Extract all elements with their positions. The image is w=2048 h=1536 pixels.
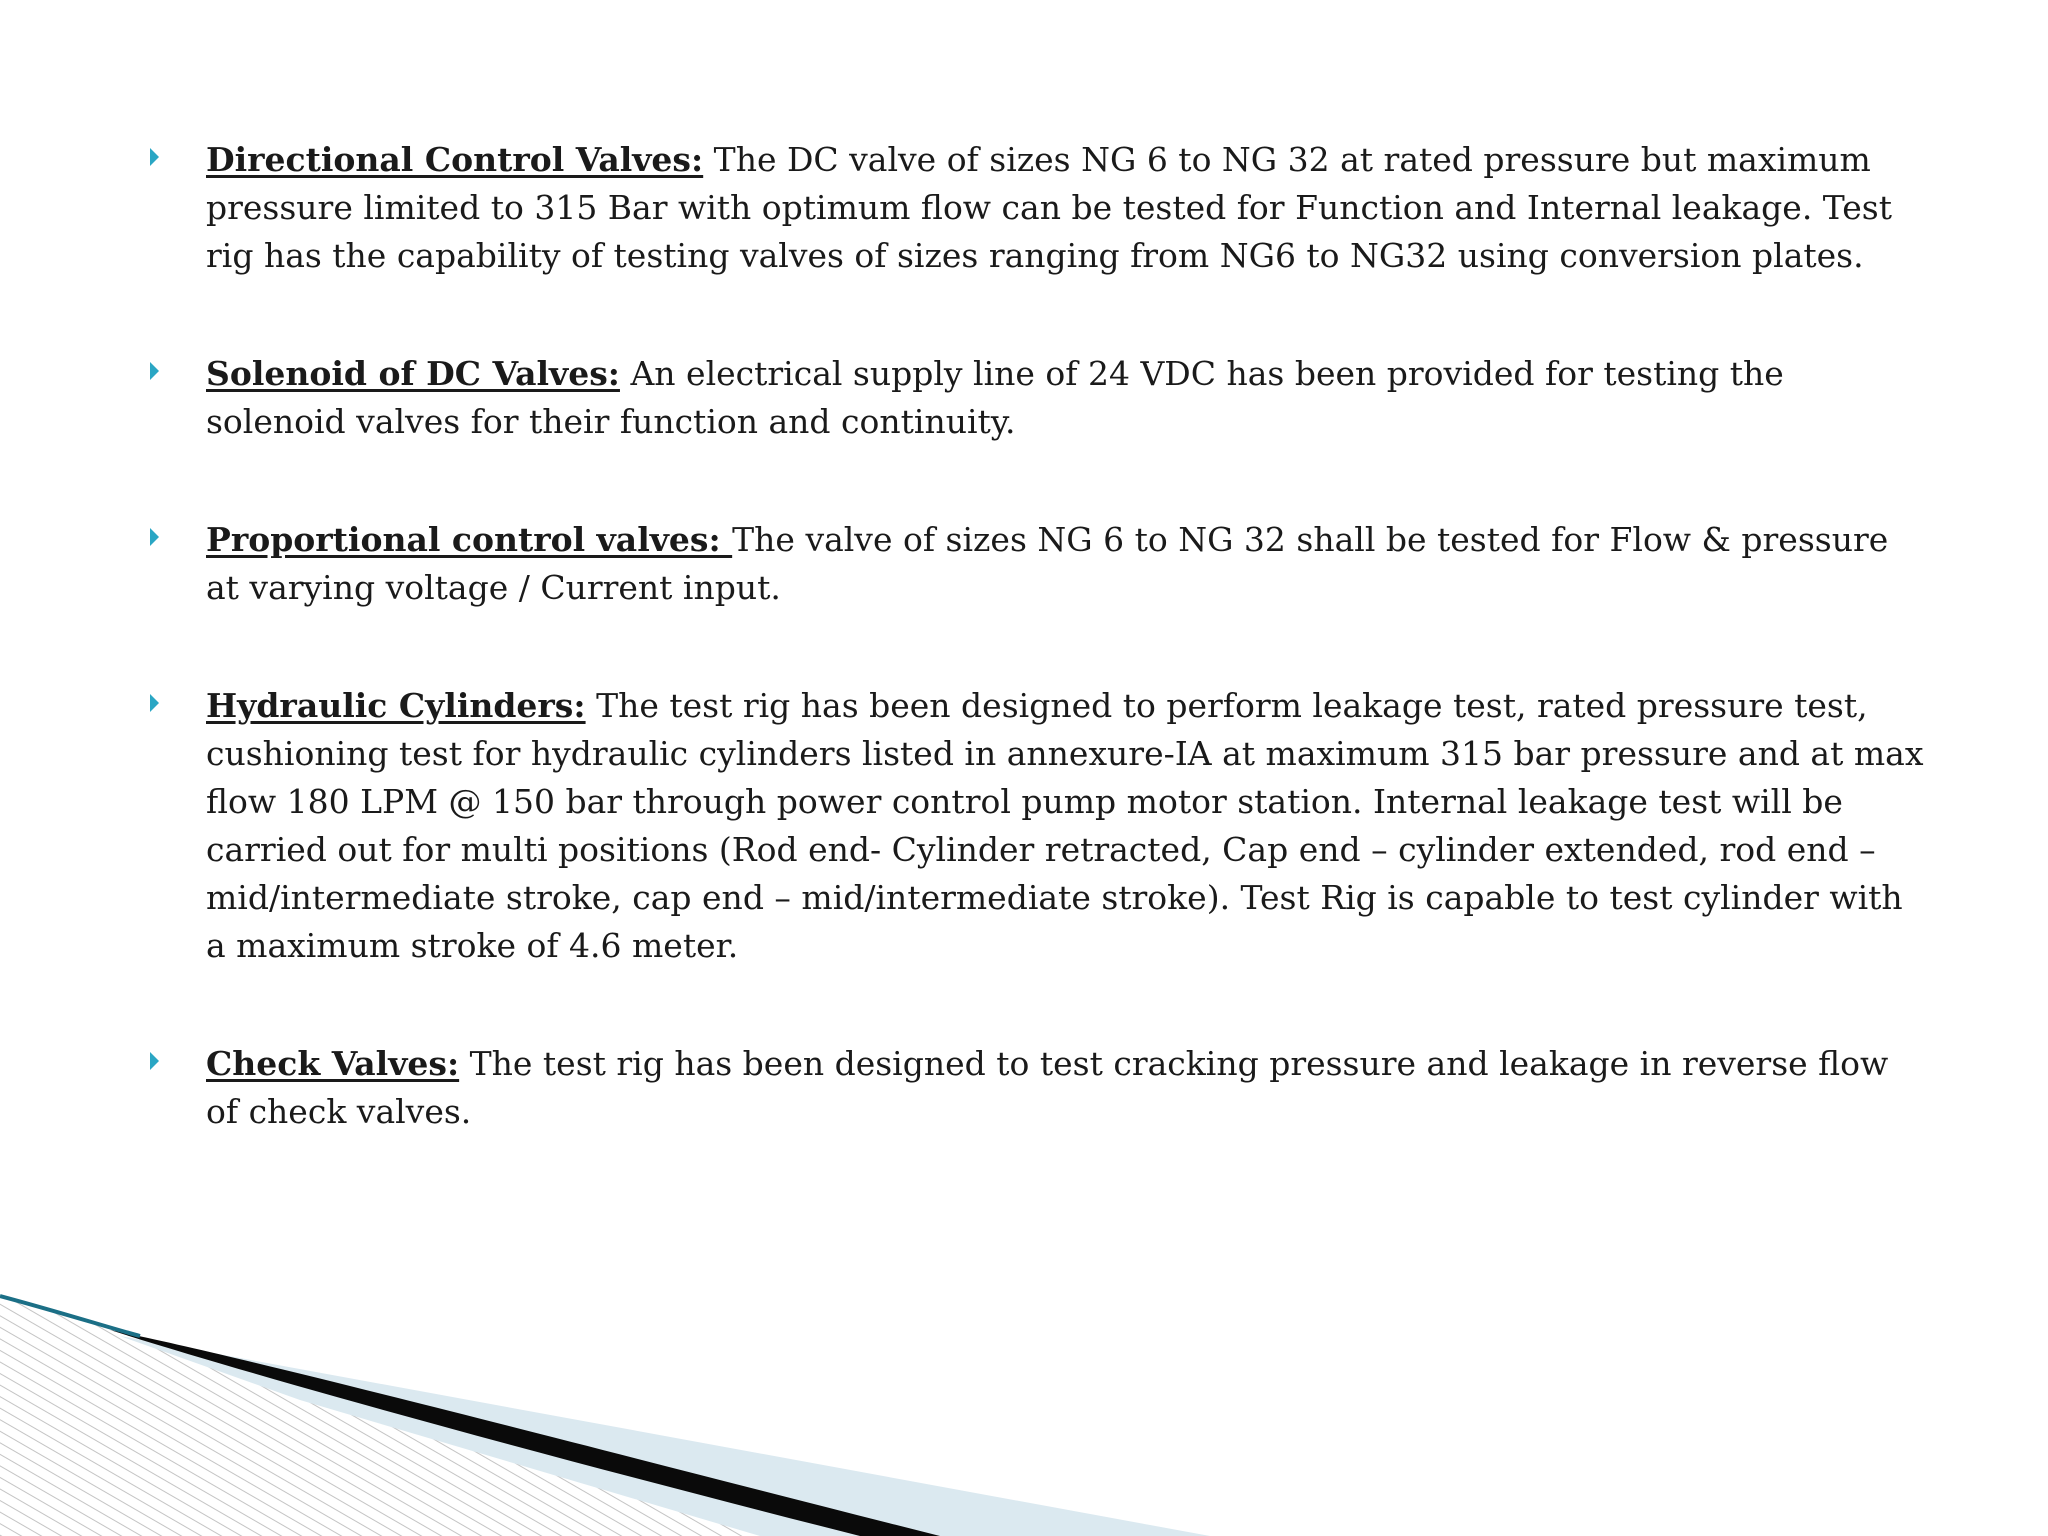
bullet-directional-control-valves: [150, 136, 1930, 280]
bullet-text: The test rig has been designed to perform leakage test, rated pressure test, cushioning test for hydraulic cylinders listed in annexure-IA at maximum 315 bar pressure and at max flow 180 LPM @ 150 bar through power control pump motor station. Internal leakage test will be carried out for multi positions (Rod end- Cylinder retracted, Cap end – cylinder extended, rod end –mid/intermediate stroke, cap end – mid/intermediate stroke). Test Rig is capable to test cylinder with a maximum stroke of 4.6 meter.: [206, 686, 1924, 965]
bullet-term: Proportional control valves:: [206, 520, 733, 559]
bullet-text: The test rig has been designed to test cracking pressure and leakage in reverse flow of check valves.: [206, 1044, 1889, 1131]
bullet-term: Solenoid of DC Valves:: [206, 354, 620, 393]
bullet-list: [150, 136, 1930, 1136]
bullet-text: An electrical supply line of 24 VDC has been provided for testing the solenoid valves for their function and continuity.: [206, 354, 1784, 441]
bullet-proportional-control-valves: [150, 516, 1930, 612]
arrow-bullet-icon: [150, 694, 159, 712]
bullet-text: The DC valve of sizes NG 6 to NG 32 at rated pressure but maximum pressure limited to 315 Bar with optimum flow can be tested for Function and Internal leakage. Test rig has the capability of testing valves of sizes ranging from NG6 to NG32 using conversion plates.: [206, 140, 1892, 275]
bullet-solenoid-of-dc-valves: [150, 350, 1930, 446]
bullet-term: Directional Control Valves:: [206, 140, 704, 179]
bullet-term: Hydraulic Cylinders:: [206, 686, 586, 725]
bullet-hydraulic-cylinders: [150, 682, 1930, 970]
arrow-bullet-icon: [150, 148, 159, 166]
bullet-check-valves: [150, 1040, 1930, 1136]
bullet-text: The valve of sizes NG 6 to NG 32 shall be tested for Flow & pressure at varying voltage / Current input.: [206, 520, 1889, 607]
arrow-bullet-icon: [150, 1052, 159, 1070]
arrow-bullet-icon: [150, 362, 159, 380]
bullet-term: Check Valves:: [206, 1044, 460, 1083]
arrow-bullet-icon: [150, 528, 159, 546]
